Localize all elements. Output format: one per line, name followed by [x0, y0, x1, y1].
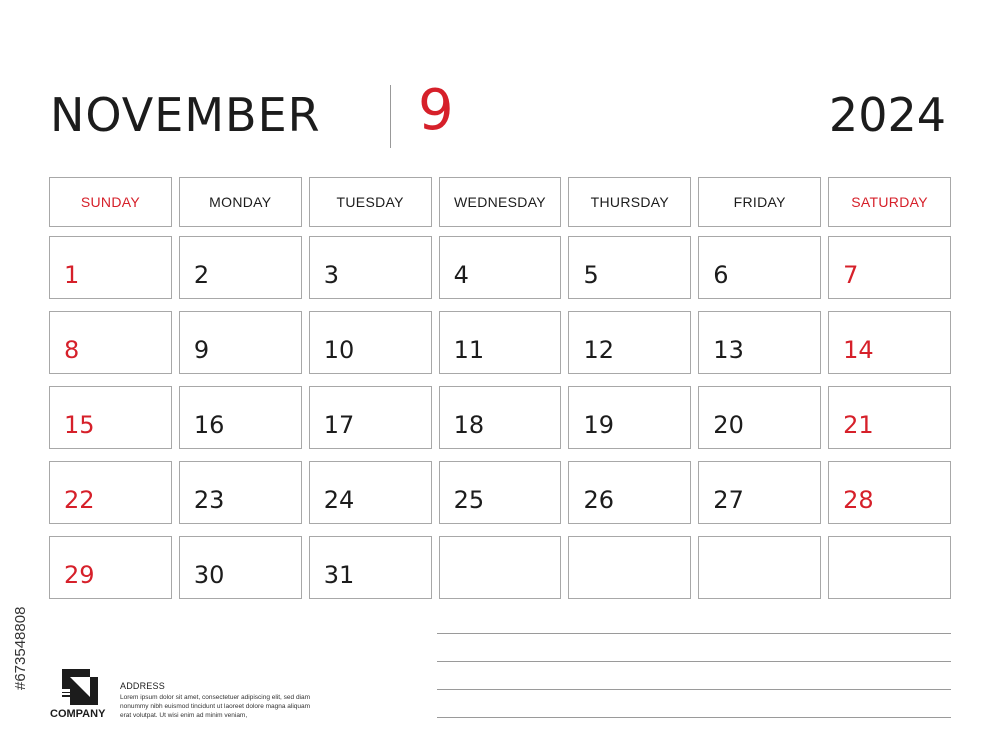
week-row-2 — [49, 311, 951, 374]
day-header-sunday: SUNDAY — [49, 177, 172, 227]
date-number: 21 — [843, 411, 874, 439]
date-cell — [568, 311, 691, 374]
date-number: 2 — [193, 261, 210, 289]
date-number: 27 — [713, 486, 744, 514]
date-cell — [698, 311, 821, 374]
date-cell — [49, 536, 172, 599]
week-row-5 — [49, 536, 951, 599]
date-number: 16 — [193, 411, 225, 439]
date-cell — [179, 461, 302, 524]
day-header-wednesday: WEDNESDAY — [439, 177, 562, 227]
date-number: 11 — [453, 336, 485, 364]
calendar-grid — [49, 177, 951, 611]
date-cell — [439, 536, 562, 599]
note-line — [437, 717, 951, 718]
date-number: 24 — [323, 486, 355, 514]
date-number: 31 — [323, 561, 355, 589]
date-cell — [698, 236, 821, 299]
date-number: 19 — [583, 411, 614, 439]
date-cell — [439, 386, 562, 449]
date-cell — [568, 386, 691, 449]
date-cell — [179, 236, 302, 299]
weekday-header-row — [49, 177, 951, 227]
address-text: Lorem ipsum dolor sit amet, consectetuer adipiscing elit, sed diam nonummy nibh euismod tincidunt ut laoreet dolore magna aliquam erat volutpat. Ut wisi enim ad minim veniam, — [120, 694, 311, 719]
date-number: 1 — [64, 261, 80, 289]
date-cell — [568, 536, 691, 599]
note-line — [437, 661, 951, 662]
date-cell — [439, 236, 562, 299]
date-number: 7 — [843, 261, 859, 289]
date-cell — [309, 236, 432, 299]
date-cell — [49, 236, 172, 299]
date-cell — [179, 311, 302, 374]
date-cell — [439, 311, 562, 374]
address-block — [120, 681, 320, 720]
date-number: 30 — [193, 561, 225, 589]
company-logo-icon — [60, 667, 100, 707]
week-row-4 — [49, 461, 951, 524]
date-cell — [698, 461, 821, 524]
week-row-3 — [49, 386, 951, 449]
date-cell — [828, 236, 951, 299]
notes-area — [437, 633, 951, 745]
month-number: 9 — [418, 78, 454, 143]
date-number: 20 — [713, 411, 744, 439]
date-cell — [439, 461, 562, 524]
date-number: 10 — [323, 336, 355, 364]
day-header-friday: FRIDAY — [698, 177, 821, 227]
title-divider — [390, 85, 391, 148]
date-cell — [828, 461, 951, 524]
date-cell — [568, 236, 691, 299]
date-number: 15 — [64, 411, 95, 439]
date-cell — [828, 311, 951, 374]
date-number: 4 — [453, 261, 469, 289]
day-header-saturday: SATURDAY — [828, 177, 951, 227]
date-cell — [309, 461, 432, 524]
date-number: 29 — [64, 561, 95, 589]
date-cell — [309, 536, 432, 599]
note-line — [437, 633, 951, 634]
day-header-tuesday: TUESDAY — [309, 177, 432, 227]
date-cell — [309, 386, 432, 449]
date-number: 22 — [64, 486, 95, 514]
day-header-thursday: THURSDAY — [568, 177, 691, 227]
day-header-monday: MONDAY — [179, 177, 302, 227]
date-number: 6 — [713, 261, 729, 289]
date-cell — [828, 386, 951, 449]
company-name: COMPANY — [50, 708, 106, 720]
date-number: 5 — [583, 261, 599, 289]
date-number: 28 — [843, 486, 874, 514]
side-id-text: #673548808 — [12, 606, 29, 690]
week-row-1 — [49, 236, 951, 299]
date-number: 23 — [193, 486, 225, 514]
month-title: NOVEMBER — [50, 88, 321, 142]
date-number: 12 — [583, 336, 614, 364]
year-label: 2024 — [828, 88, 946, 142]
date-cell — [568, 461, 691, 524]
date-number: 17 — [323, 411, 355, 439]
date-cell — [309, 311, 432, 374]
date-cell — [49, 386, 172, 449]
date-number: 8 — [64, 336, 80, 364]
date-cell — [179, 536, 302, 599]
address-label: ADDRESS — [120, 681, 165, 691]
date-number: 3 — [323, 261, 339, 289]
date-cell — [828, 536, 951, 599]
date-cell — [698, 536, 821, 599]
note-line — [437, 689, 951, 690]
date-number: 26 — [583, 486, 614, 514]
date-cell — [49, 461, 172, 524]
date-number: 25 — [453, 486, 485, 514]
date-cell — [698, 386, 821, 449]
date-number: 14 — [843, 336, 874, 364]
date-number: 13 — [713, 336, 744, 364]
date-number: 18 — [453, 411, 485, 439]
date-number: 9 — [193, 336, 210, 364]
date-cell — [179, 386, 302, 449]
date-cell — [49, 311, 172, 374]
